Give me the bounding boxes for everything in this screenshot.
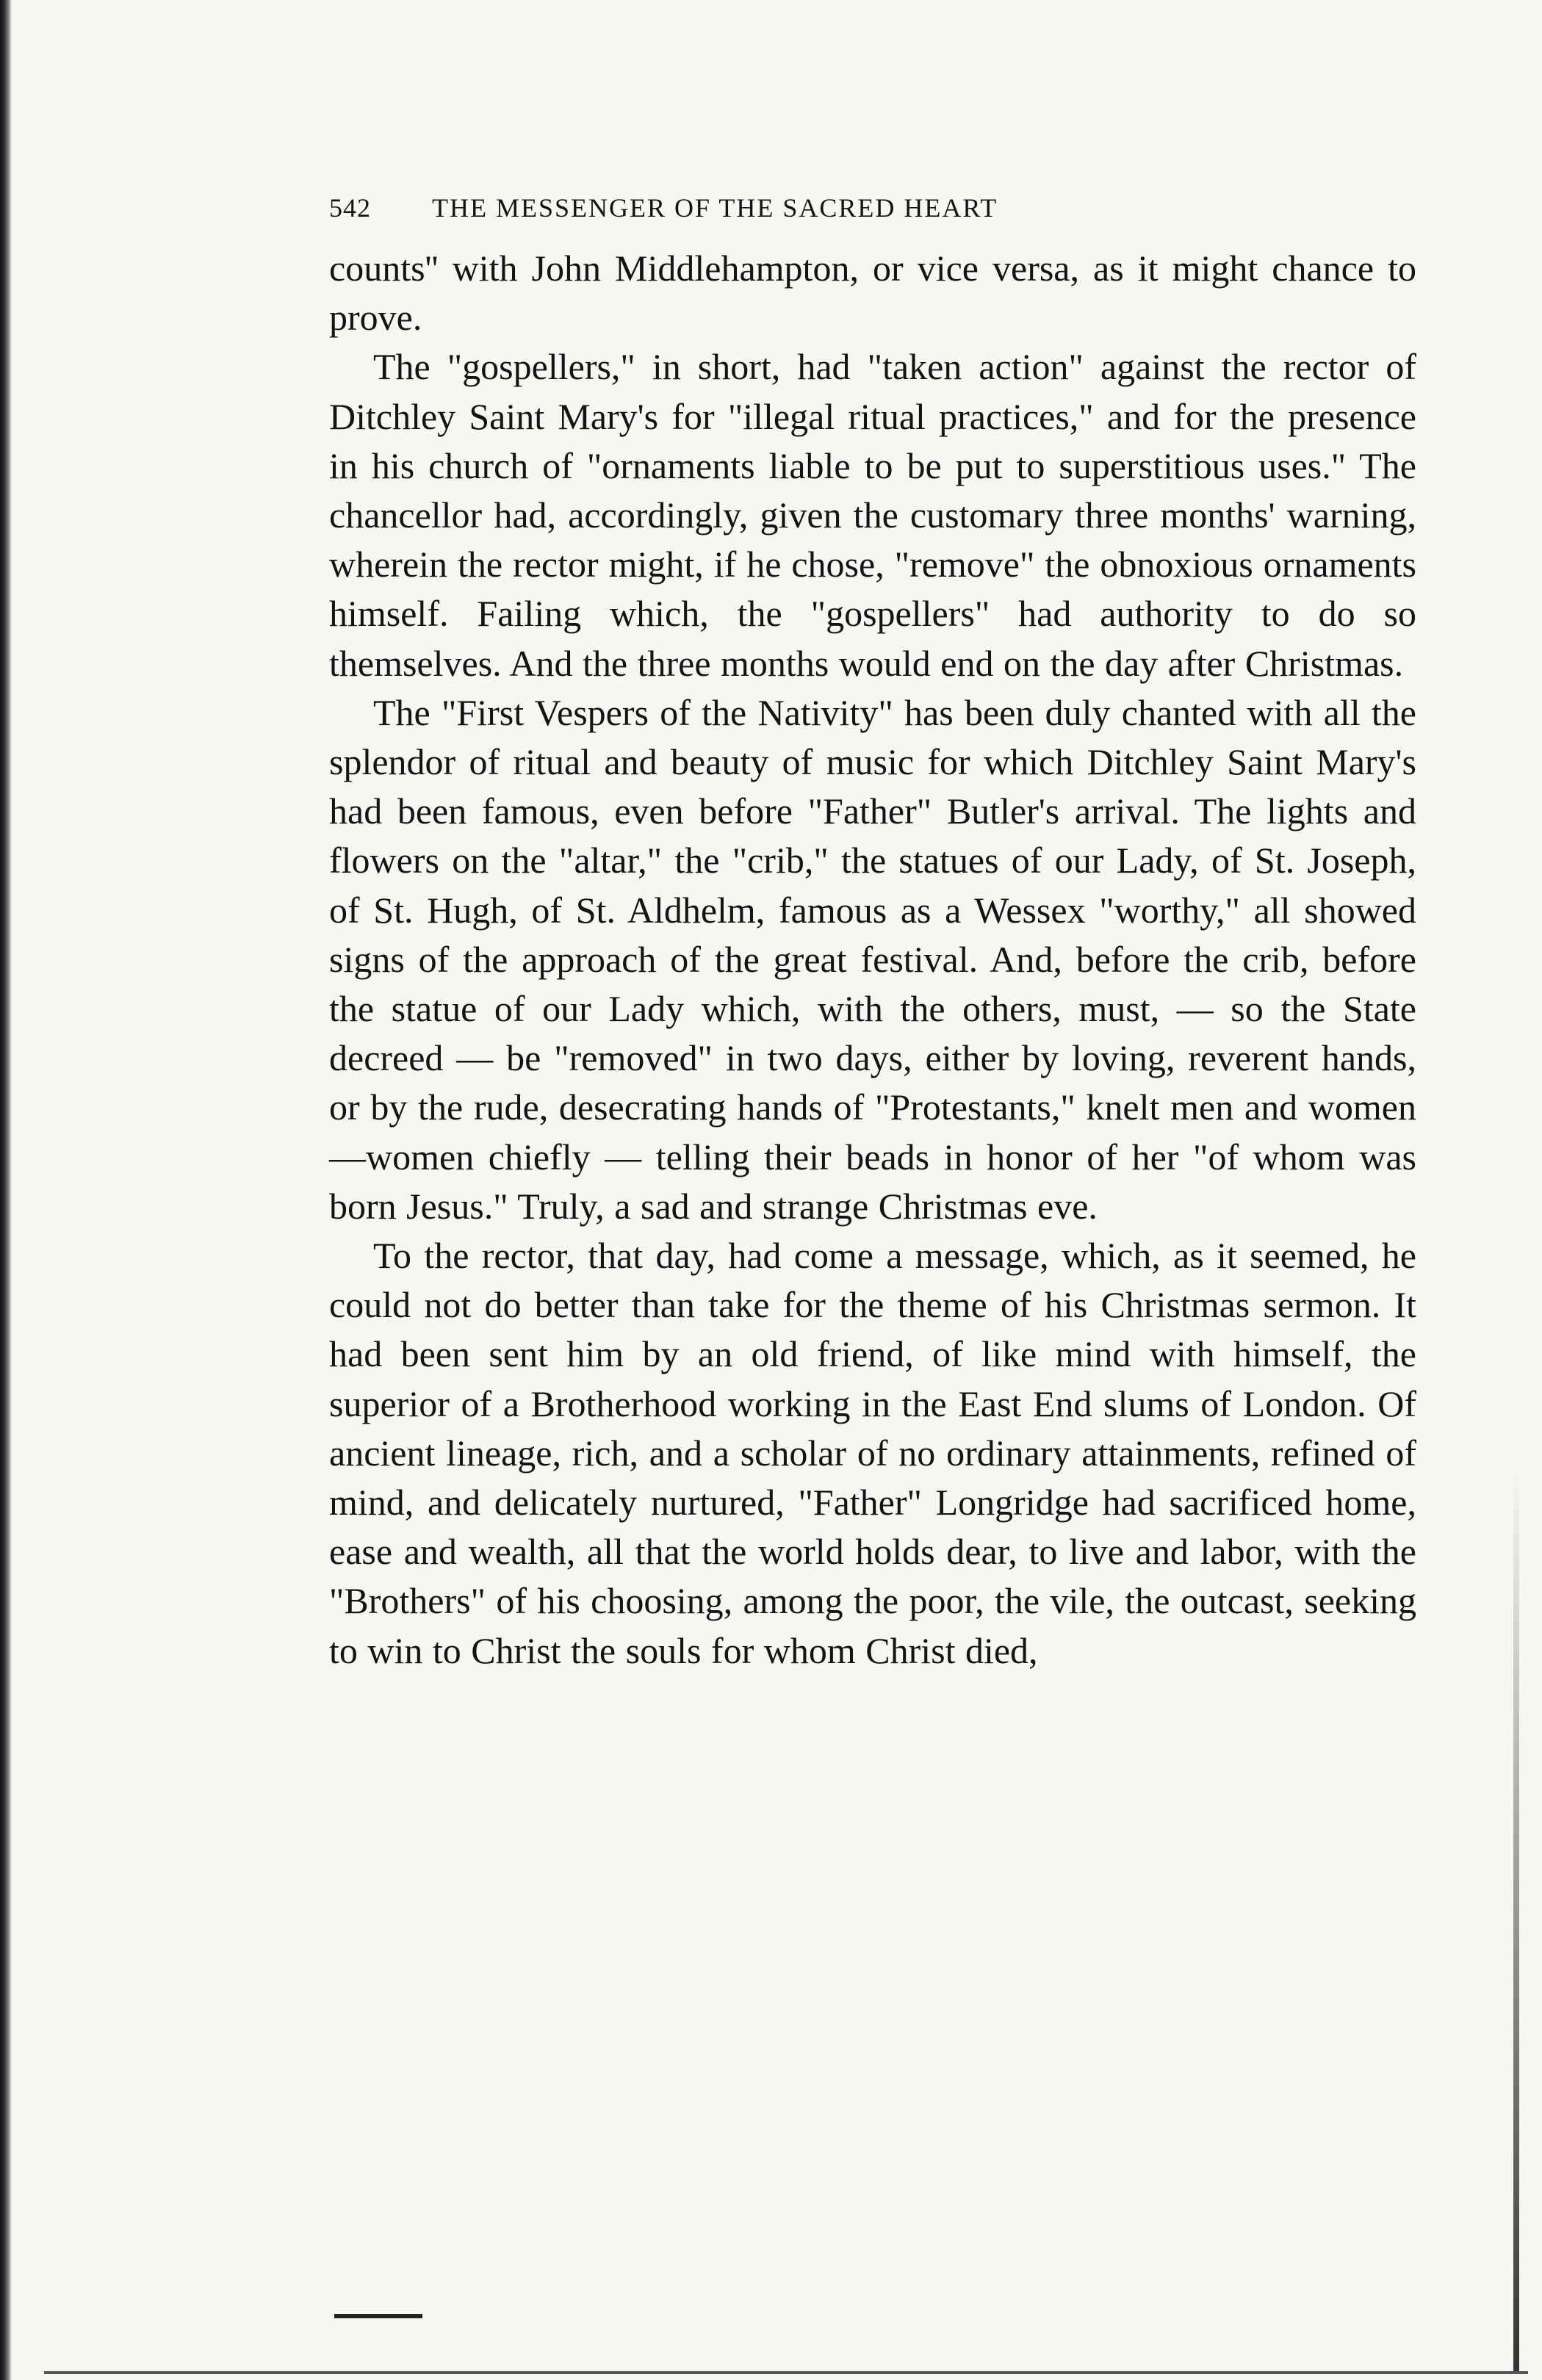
paragraph-continuation: counts'' with John Middlehampton, or vice versa, as it might chance to prove. <box>329 248 1416 339</box>
body-text <box>329 244 1416 1676</box>
page-header-title: THE MESSENGER OF THE SACRED HEART <box>432 193 998 223</box>
page-number: 542 <box>329 193 371 223</box>
paragraph-gospellers: The "gospellers," in short, had "taken action" against the rector of Ditchley Saint Mary's for "illegal ritual practices," and for the presence in his church of "ornaments liable to be put to superstitious uses." The chancellor had, accordingly, given the customary three months' warning, wherein the rector might, if he chose, "remove" the obnoxious ornaments himself. Failing which, the "gospellers" had authority to do so themselves. And the three months would end on the day after Christmas. <box>329 346 1416 684</box>
page-binding-edge <box>0 0 12 2380</box>
running-head <box>329 192 1416 237</box>
paragraph-first-vespers: The "First Vespers of the Nativity" has been duly chanted with all the splendor of ritual and beauty of music for which Ditchley Saint Mary's had been famous, even before "Father" Butler's arrival. The lights and flowers on the "altar," the "crib," the statues of our Lady, of St. Joseph, of St. Hugh, of St. Aldhelm, famous as a Wessex "worthy," all showed signs of the approach of the great festival. And, before the crib, before the statue of our Lady which, with the others, must, — so the State decreed — be "removed" in two days, either by loving, reverent hands, or by the rude, desecrating hands of "Protestants," knelt men and women—women chiefly — telling their beads in honor of her "of whom was born Jesus." Truly, a sad and strange Christmas eve. <box>329 691 1416 1227</box>
book-page <box>329 192 1416 1676</box>
page-bottom-edge <box>44 2371 1528 2374</box>
page-right-edge <box>1513 1469 1519 2373</box>
underline-mark <box>334 2314 422 2318</box>
paragraph-rector-message: To the rector, that day, had come a message, which, as it seemed, he could not do better than take for the theme of his Christmas sermon. It had been sent him by an old friend, of like mind with himself, the superior of a Brotherhood working in the East End slums of London. Of ancient lineage, rich, and a scholar of no ordinary attainments, refined of mind, and delicately nurtured, "Father" Longridge had sacrificed home, ease and wealth, all that the world holds dear, to live and labor, with the "Brothers" of his choosing, among the poor, the vile, the outcast, seeking to win to Christ the souls for whom Christ died, <box>329 1235 1416 1671</box>
